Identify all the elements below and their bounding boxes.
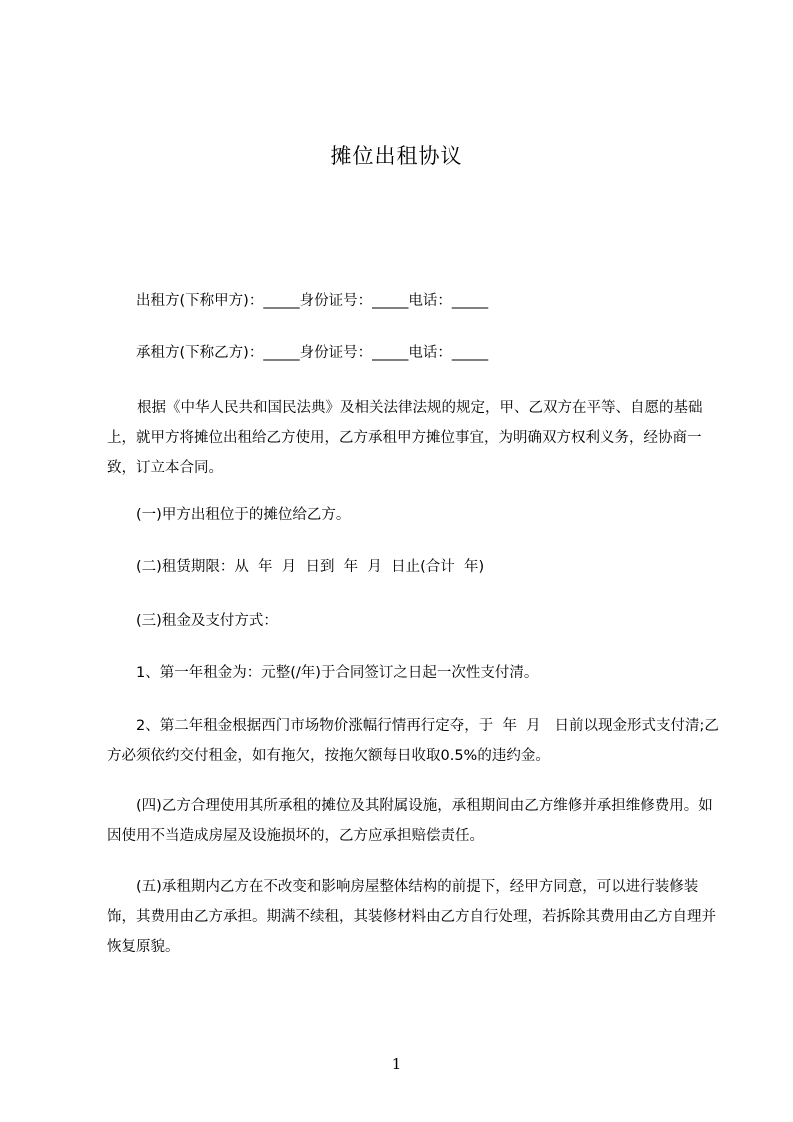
page-number: 1	[391, 1055, 402, 1073]
document-title: 摊位出租协议	[330, 144, 463, 168]
clause-4-maintenance: (四)乙方合理使用其所承租的摊位及其附属设施，承租期间由乙方维修并承担维修费用。如因使用不当造成房屋及设施损坏的，乙方应承担赔偿责任。	[107, 798, 713, 844]
clause-2-lease-term: (二)租赁期限：从 年 月 日到 年 月 日止(合计 年)	[136, 559, 485, 575]
preamble-paragraph: 根据《中华人民共和国民法典》及相关法律法规的规定，甲、乙双方在平等、自愿的基础上，就甲方将摊位出租给乙方使用，乙方承租甲方摊位事宜，为明确双方权利义务，经协商一致，订立本合同。	[107, 400, 703, 476]
party-a-line: 出租方(下称甲方)：_____身份证号：_____电话：_____	[136, 293, 489, 309]
rent-sub-item-2: 2、第二年租金根据西门市场物价涨幅行情再行定夺，于 年 月 日前以现金形式支付清;乙方必须依约交付租金，如有拖欠，按拖欠额每日收取0.5%的违约金。	[107, 718, 719, 764]
clause-1-location: (一)甲方出租位于的摊位给乙方。	[136, 507, 351, 523]
clause-5-decoration: (五)承租期内乙方在不改变和影响房屋整体结构的前提下，经甲方同意，可以进行装修装饰，其费用由乙方承担。期满不续租，其装修材料由乙方自行处理，若拆除其费用由乙方自理并恢复原貌。	[107, 879, 716, 955]
clause-3-rent-payment: (三)租金及支付方式：	[136, 613, 278, 629]
rent-sub-item-1: 1、第一年租金为：元整(/年)于合同签订之日起一次性支付清。	[136, 665, 539, 681]
party-b-line: 承租方(下称乙方)：_____身份证号：_____电话：_____	[136, 345, 489, 361]
